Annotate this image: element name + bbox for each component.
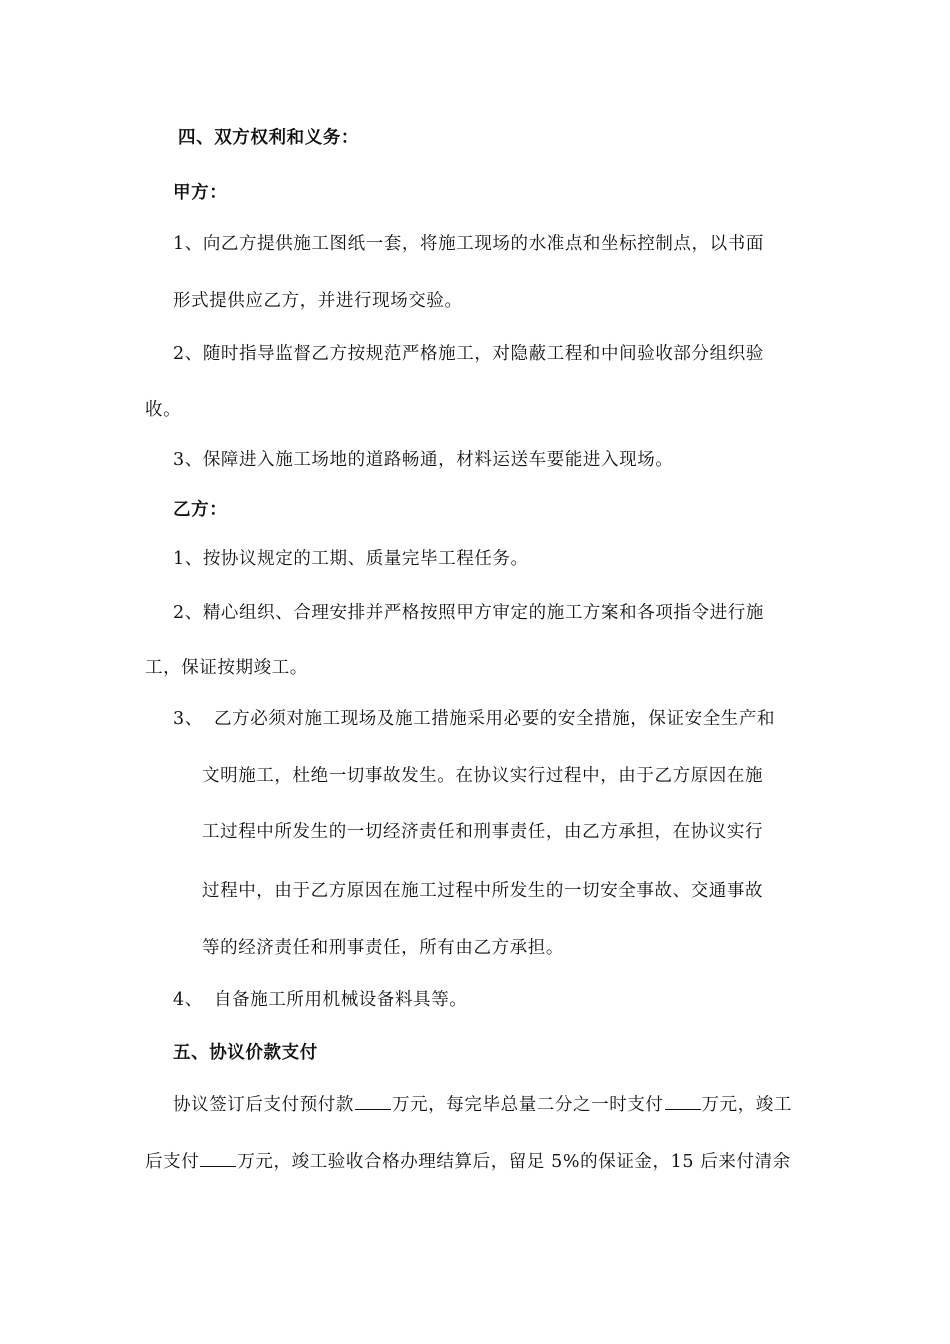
amount-blank-3 (200, 1150, 236, 1167)
payment-text-1a: 协议签订后支付预付款 (173, 1095, 354, 1115)
amount-blank-2 (665, 1093, 701, 1110)
party-b-label: 乙方： (173, 500, 228, 520)
party-a-label: 甲方： (173, 183, 228, 203)
party-b-item-3-line-4: 过程中，由于乙方原因在施工过程中所发生的一切安全事故、交通事故 (202, 881, 764, 901)
section-5-heading: 五、协议价款支付 (173, 1043, 318, 1063)
party-a-item-1-line-2: 形式提供应乙方，并进行现场交验。 (173, 291, 463, 311)
section-4-heading: 四、双方权利和义务： (178, 128, 359, 148)
payment-text-2a: 后支付 (145, 1152, 200, 1172)
party-b-item-2-line-2: 工，保证按期竣工。 (145, 658, 308, 678)
payment-text-1b: 万元，每完毕总量二分之一时支付 (392, 1095, 664, 1115)
party-b-item-3-line-3: 工过程中所发生的一切经济责任和刑事责任，由乙方承担，在协议实行 (202, 822, 764, 842)
party-a-item-2-line-2: 收。 (145, 400, 182, 420)
party-b-item-3-line-2: 文明施工，杜绝一切事故发生。在协议实行过程中，由于乙方原因在施 (202, 766, 764, 786)
party-b-item-1: 1、按协议规定的工期、质量完毕工程任务。 (173, 549, 529, 569)
party-a-item-2-line-1: 2、随时指导监督乙方按规范严格施工，对隐蔽工程和中间验收部分组织验 (173, 344, 764, 364)
party-b-item-3-line-5: 等的经济责任和刑事责任，所有由乙方承担。 (202, 938, 564, 958)
party-a-item-3: 3、保障进入施工场地的道路畅通，材料运送车要能进入现场。 (173, 450, 674, 470)
party-b-item-2-line-1: 2、精心组织、合理安排并严格按照甲方审定的施工方案和各项指令进行施 (173, 603, 764, 623)
party-b-item-4: 自备施工所用机械设备料具等。 (214, 990, 468, 1010)
payment-text-1c: 万元，竣工 (701, 1095, 792, 1115)
amount-blank-1 (355, 1093, 391, 1110)
payment-line-2 (145, 1150, 791, 1174)
party-b-item-3-line-1: 乙方必须对施工现场及施工措施采用必要的安全措施，保证安全生产和 (214, 709, 776, 729)
party-a-item-1-line-1: 1、向乙方提供施工图纸一套，将施工现场的水准点和坐标控制点，以书面 (173, 234, 764, 254)
payment-text-2b: 万元，竣工验收合格办理结算后，留足 5%的保证金，15 后来付清余 (237, 1152, 791, 1172)
party-b-item-3-number: 3、 (173, 709, 203, 729)
payment-line-1 (173, 1093, 792, 1117)
party-b-item-4-number: 4、 (173, 990, 203, 1010)
